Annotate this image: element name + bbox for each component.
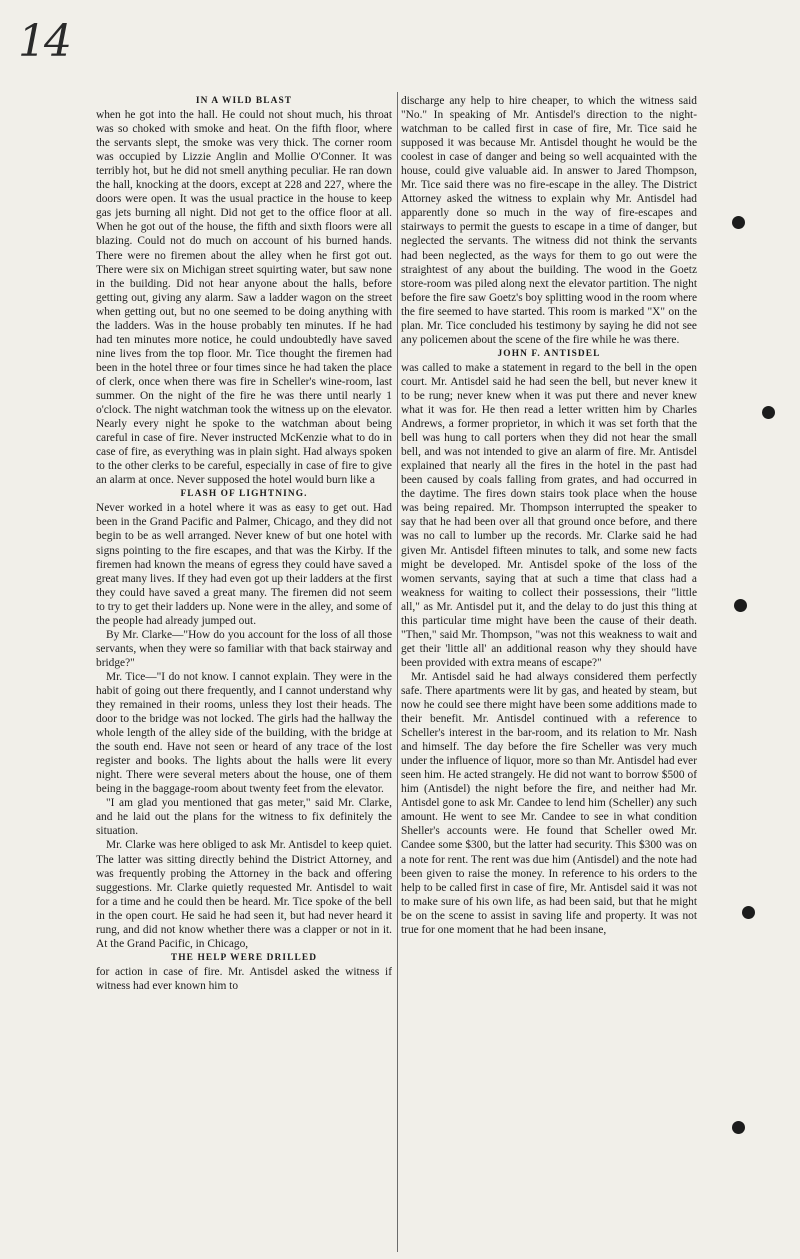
article-paragraph: By Mr. Clarke—"How do you account for the loss of all those servants, when they were so familiar with that back stairway and bridge?"	[96, 628, 392, 669]
article-paragraph: when he got into the hall. He could not shout much, his throat was so choked with smoke and heat. On the fifth floor, where the servants slept, the smoke was very thick. The corner room was occupied by Lizzie Anglin and Mollie O'Conner. It was terribly hot, but he did not smell anything peculiar. He ran down the hall, knocking at the doors, except at 228 and 227, where the doors were open. It was the usual practice in the house to keep gas jets burning all night. Did not get to the office floor at all. When he got out of the house, the fifth and sixth floors were all blazing. Could not do much on account of his burned hands. There were no firemen about the alley when he first got out. There were six on Michigan street squirting water, but saw none in the building. Did not hear anyone about the halls, before getting out, giving any alarm. Saw a ladder wagon on the street when getting out, but no one seemed to be doing anything with the ladders. Was in the house probably ten minutes. If he had had ten minutes more notice, he could undoubtedly have saved nine lives from the top floor. Mr. Tice thought the firemen had been in the hotel three or four times since he had taken the place of clerk, once when there was fire in Scheller's wine-room, last summer. On the night of the fire he was there until nearly 1 o'clock. The night watchman took the witness up on the elevator. Nearly every night he spoke to the watchman about being careful in case of fire. Never instructed McKenzie what to do in case of fire, as everything was in plain sight. Had always spoken to the other clerks to be careful, especially in case of fire to give an alarm at once. Never supposed the hotel would burn like a	[96, 109, 392, 487]
article-paragraph: Mr. Tice—"I do not know. I cannot explain. They were in the habit of going out there frequently, and I cannot understand why they remained in their rooms, unless they lost their heads. The door to the bridge was not locked. The girls had the hallway the whole length of the alley side of the building, with the bridge at the south end. Have not seen or heard of any trace of the lost register and books. The lights about the halls were lit every night. There were several meters about the house, one of them being in the baggage-room about twenty feet from the elevator.	[96, 670, 392, 796]
article-paragraph: Mr. Clarke was here obliged to ask Mr. Antisdel to keep quiet. The latter was sitting directly behind the District Attorney, and was frequently probing the Attorney in the back and offering suggestions. Mr. Clarke quietly requested Mr. Antisdel to wait for a time and he could then be heard. Mr. Tice spoke of the bell in the open court. He said he had seen it, but had never heard it rung, and did not know whether there was a clapper or not in it. At the Grand Pacific, in Chicago,	[96, 839, 392, 950]
article-paragraph: Mr. Antisdel said he had always considered them perfectly safe. There apartments were lit by gas, and heated by steam, but now he could see there might have been some additions made to their benefit. Mr. Antisdel continued with a reference to Scheller's interest in the bar-room, and its relation to Mr. Nash and himself. The day before the fire Scheller was very much under the influence of liquor, more so than Mr. Antisdel had ever seen him. He acted strangely. He did not want to borrow $500 of him (Antisdel) the night before the fire, and neither had Mr. Antisdel gone to ask Mr. Candee to lend him (Scheller) any such amount. He went to see Mr. Candee to see in what condition Sheller's accounts were. He found that Scheller owed Mr. Candee some $300, but the latter had security. This $300 was on a note for rent. The rent was due him (Antisdel) and the note had been given to raise the money. In reference to his orders to the help to be called first in case of fire, Mr. Antisdel said it was not to make sure of his own life, as had been said, but that he might be on the scene to assist in saving life and property. It was not true for one moment that he had been insane,	[401, 670, 697, 936]
left-column	[96, 94, 392, 1259]
binding-hole	[762, 406, 775, 419]
binding-hole	[734, 599, 747, 612]
section-heading: THE HELP WERE DRILLED	[170, 952, 318, 963]
binding-hole	[732, 1121, 745, 1134]
right-column	[401, 94, 697, 1259]
article-paragraph: "I am glad you mentioned that gas meter," said Mr. Clarke, and he laid out the plans for the witness to fix definitely the situation.	[96, 797, 392, 838]
section-heading: IN A WILD BLAST	[195, 96, 293, 106]
article-paragraph: for action in case of fire. Mr. Antisdel asked the witness if witness had ever known him to	[96, 965, 392, 992]
page-number: 14	[18, 16, 70, 67]
binding-hole	[732, 216, 745, 229]
binding-hole	[742, 906, 755, 919]
section-heading: JOHN F. ANTISDEL	[497, 348, 601, 359]
article-paragraph: discharge any help to hire cheaper, to which the witness said "No." In speaking of Mr. Antisdel's direction to the night-watchman to be called first in case of fire, Mr. Tice said he supposed it was because Mr. Antisdel thought he would be the coolest in case of danger and being so well acquainted with the house, could give valuable aid. In answer to Jared Thompson, Mr. Tice said there was no fire-escape in the alley. The District Attorney asked the witness to explain why Mr. Antisdel had apparently done so much in the way of fire-escapes and stairways to permit the guests to escape in a time of danger, but neglected the servants. The witness did not think the servants had been neglected, as the ways for them to go out were the straightest of any about the building. The wood in the Goetz store-room was piled along next the elevator partition. The night before the fire saw Goetz's boy splitting wood in the room where the fire seemed to have started. This room is marked "X" on the plan. Mr. Tice concluded his testimony by saying he did not see any policemen about the scene of the fire while he was there.	[401, 95, 697, 346]
column-rule	[397, 92, 398, 1252]
article-paragraph: Never worked in a hotel where it was as easy to get out. Had been in the Grand Pacific and Palmer, Chicago, and they did not begin to be as well arranged. Never knew of but one hotel with signs pointing to the fire escapes, and that was the Kirby. If the firemen had known the means of egress they could have saved a great many lives. If they had even got up their ladders at the first they could have saved a great many. The firemen did not seem to try to get their ladders up. None were in the alley, and some of the people had already jumped out.	[96, 502, 392, 627]
section-heading: FLASH OF LIGHTNING.	[180, 489, 308, 500]
article-paragraph: was called to make a statement in regard to the bell in the open court. Mr. Antisdel said he had seen the bell, but never knew it to be rung; never knew when it was put there and never knew what it was for. He then read a letter written him by Charles Andrews, a former proprietor, in which it was set forth that the bell was hung to call porters when they did not hear the small bell, and was not intended to give an alarm of fire. Mr. Antisdel explained that nearly all the fires in the hotel in the past had been caused by coals falling from grates, and had occurred in the daytime. The fires down stairs took place when the house was being repaired. Mr. Thompson interrupted the speaker to say that he had been over all that ground once before, and there was no call to lumber up the records. Mr. Clarke said he had given Mr. Antisdel fifteen minutes to talk, and some new facts might be developed. Mr. Antisdel spoke of the loss of the women servants, saying that at such a time that class had a weakness for waiting to collect their possessions, their "little all," as Mr. Antisdel put it, and the delay to do just this thing at this particular time might have been the cause of their death. "Then," said Mr. Thompson, "was not this weakness to wait and get their 'little all' an additional reason why they should have been provided with extra means of escape?"	[401, 361, 697, 669]
